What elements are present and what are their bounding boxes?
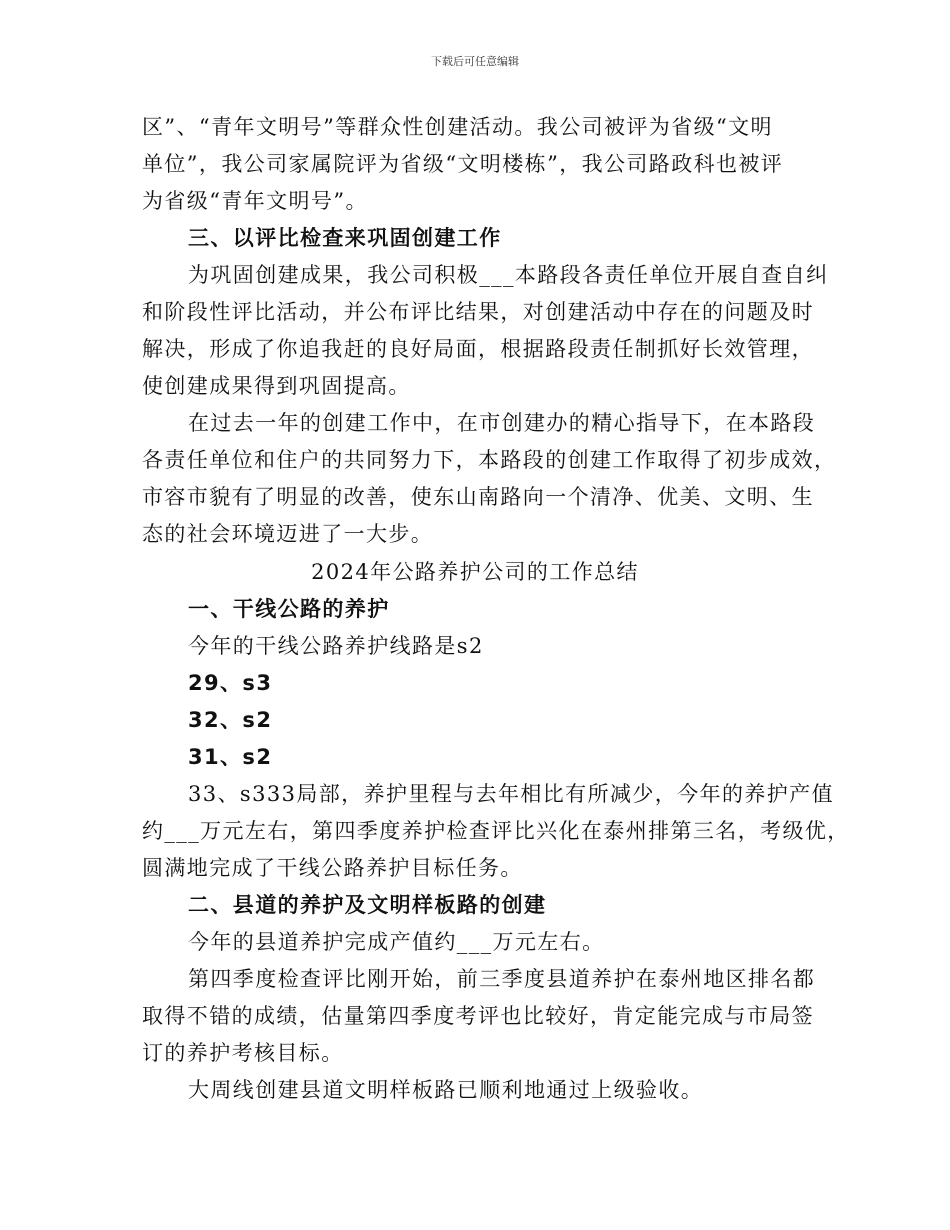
section-heading: 二、县道的养护及文明样板路的创建 — [188, 893, 547, 917]
paragraph-first-line: 33、s333局部，养护里程与去年相比有所减少，今年的养护产值 — [188, 782, 834, 806]
document-title: 2024年公路养护公司的工作总结 — [311, 560, 639, 584]
body-line: 市容市貌有了明显的改善，使东山南路向一个清净、优美、文明、生 — [142, 485, 814, 509]
section-heading: 一、干线公路的养护 — [188, 597, 390, 621]
paragraph-first-line: 为巩固创建成果，我公司积极___本路段各责任单位开展自查自纠 — [188, 263, 829, 287]
body-line: 约___万元左右，第四季度养护检查评比兴化在泰州排第三名，考级优， — [142, 819, 850, 843]
body-line: 单位”，我公司家属院评为省级“文明楼栋”，我公司路政科也被评 — [142, 152, 784, 176]
page-header: 下载后可任意编辑 — [431, 55, 519, 68]
body-line: 使创建成果得到巩固提高。 — [142, 374, 411, 398]
body-line: 和阶段性评比活动，并公布评比结果，对创建活动中存在的问题及时 — [142, 300, 814, 324]
body-line: 圆满地完成了干线公路养护目标任务。 — [142, 856, 523, 880]
paragraph-first-line: 大周线创建县道文明样板路已顺利地通过上级验收。 — [188, 1078, 704, 1102]
body-line: 取得不错的成绩，估量第四季度考评也比较好，肯定能完成与市局签 — [142, 1004, 814, 1028]
body-line: 各责任单位和住户的共同努力下，本路段的创建工作取得了初步成效， — [142, 448, 837, 472]
body-line: 区”、“青年文明号”等群众性创建活动。我公司被评为省级“文明 — [142, 115, 773, 139]
section-heading: 三、以评比检查来巩固创建工作 — [188, 226, 502, 250]
body-line: 为省级“青年文明号”。 — [142, 189, 368, 213]
body-line: 解决，形成了你追我赶的良好局面，根据路段责任制抓好长效管理， — [142, 337, 814, 361]
paragraph-first-line: 第四季度检查评比刚开始，前三季度县道养护在泰州地区排名都 — [188, 967, 816, 991]
route-item: 29、s3 — [188, 671, 273, 695]
paragraph-first-line: 在过去一年的创建工作中，在市创建办的精心指导下，在本路段 — [188, 411, 816, 435]
paragraph-first-line: 今年的县道养护完成产值约___万元左右。 — [188, 930, 605, 954]
route-item: 32、s2 — [188, 708, 273, 732]
route-item: 31、s2 — [188, 745, 273, 769]
paragraph-first-line: 今年的干线公路养护线路是s2 — [188, 634, 484, 658]
body-line: 态的社会环境迈进了一大步。 — [142, 522, 434, 546]
body-line: 订的养护考核目标。 — [142, 1041, 344, 1065]
